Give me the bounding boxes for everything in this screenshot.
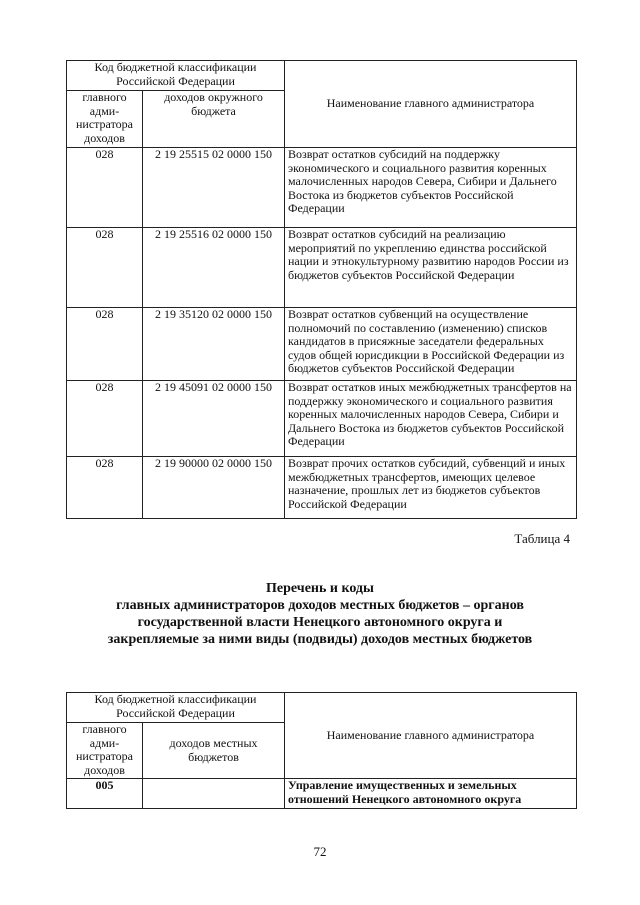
title-line: главных администраторов доходов местных бюджетов – органов <box>116 598 524 613</box>
header-group-cell: Код бюджетной классификации Российской Федерации <box>67 693 285 723</box>
table-row <box>67 308 577 381</box>
budget-codes-table-1 <box>66 60 577 519</box>
admin-code: 028 <box>67 457 143 519</box>
admin-code: 028 <box>67 148 143 228</box>
admin-code: 028 <box>67 381 143 457</box>
header-admin-cell: главного адми-нистратора доходов <box>67 91 143 148</box>
table-row <box>67 228 577 308</box>
header-admin-cell: главного адми-нистратора доходов <box>67 723 143 779</box>
table-row <box>67 148 577 228</box>
budget-code: 2 19 25516 02 0000 150 <box>143 228 285 308</box>
header-name-cell: Наименование главного администратора <box>285 61 577 148</box>
budget-code: 2 19 45091 02 0000 150 <box>143 381 285 457</box>
admin-name: Возврат остатков субсидий на поддержку экономического и социального развития коренных малочисленных народов Севера, Сибири и Дальнего Востока из бюджетов субъектов Российской Федерации <box>285 148 577 228</box>
admin-code: 005 <box>67 779 143 809</box>
budget-code <box>143 779 285 809</box>
header-income-cell: доходов местных бюджетов <box>143 723 285 779</box>
title-line: государственной власти Ненецкого автономного округа и <box>137 615 503 630</box>
section-title <box>60 580 580 648</box>
page-number: 72 <box>313 844 327 859</box>
budget-codes-table-2 <box>66 692 577 809</box>
table-row <box>67 779 577 809</box>
title-line: закрепляемые за ними виды (подвиды) доходов местных бюджетов <box>107 632 533 647</box>
admin-code: 028 <box>67 228 143 308</box>
admin-name: Возврат остатков иных межбюджетных трансфертов на поддержку экономического и социального развития коренных малочисленных народов Севера, Сибири и Дальнего Востока из бюджетов субъектов Российской Федерации <box>285 381 577 457</box>
table-row <box>67 381 577 457</box>
title-line: Перечень и коды <box>266 581 374 596</box>
budget-code: 2 19 25515 02 0000 150 <box>143 148 285 228</box>
header-income-cell: доходов окружного бюджета <box>143 91 285 148</box>
header-name-cell: Наименование главного администратора <box>285 693 577 779</box>
header-group-cell: Код бюджетной классификации Российской Федерации <box>67 61 285 91</box>
admin-name: Возврат прочих остатков субсидий, субвенций и иных межбюджетных трансфертов, имеющих целевое назначение, прошлых лет из бюджетов субъектов Российской Федерации <box>285 457 577 519</box>
admin-name: Возврат остатков субсидий на реализацию мероприятий по укреплению единства российской нации и этнокультурному развитию народов России из бюджетов субъектов Российской Федерации <box>285 228 577 308</box>
budget-code: 2 19 35120 02 0000 150 <box>143 308 285 381</box>
admin-code: 028 <box>67 308 143 381</box>
table-row <box>67 457 577 519</box>
admin-name: Возврат остатков субвенций на осуществление полномочий по составлению (изменению) списков кандидатов в присяжные заседатели федеральных судов общей юрисдикции в Российской Федерации из бюджетов субъектов Российской Федерации <box>285 308 577 381</box>
admin-name: Управление имущественных и земельных отношений Ненецкого автономного округа <box>285 779 577 809</box>
table-number-label: Таблица 4 <box>514 531 570 546</box>
budget-code: 2 19 90000 02 0000 150 <box>143 457 285 519</box>
